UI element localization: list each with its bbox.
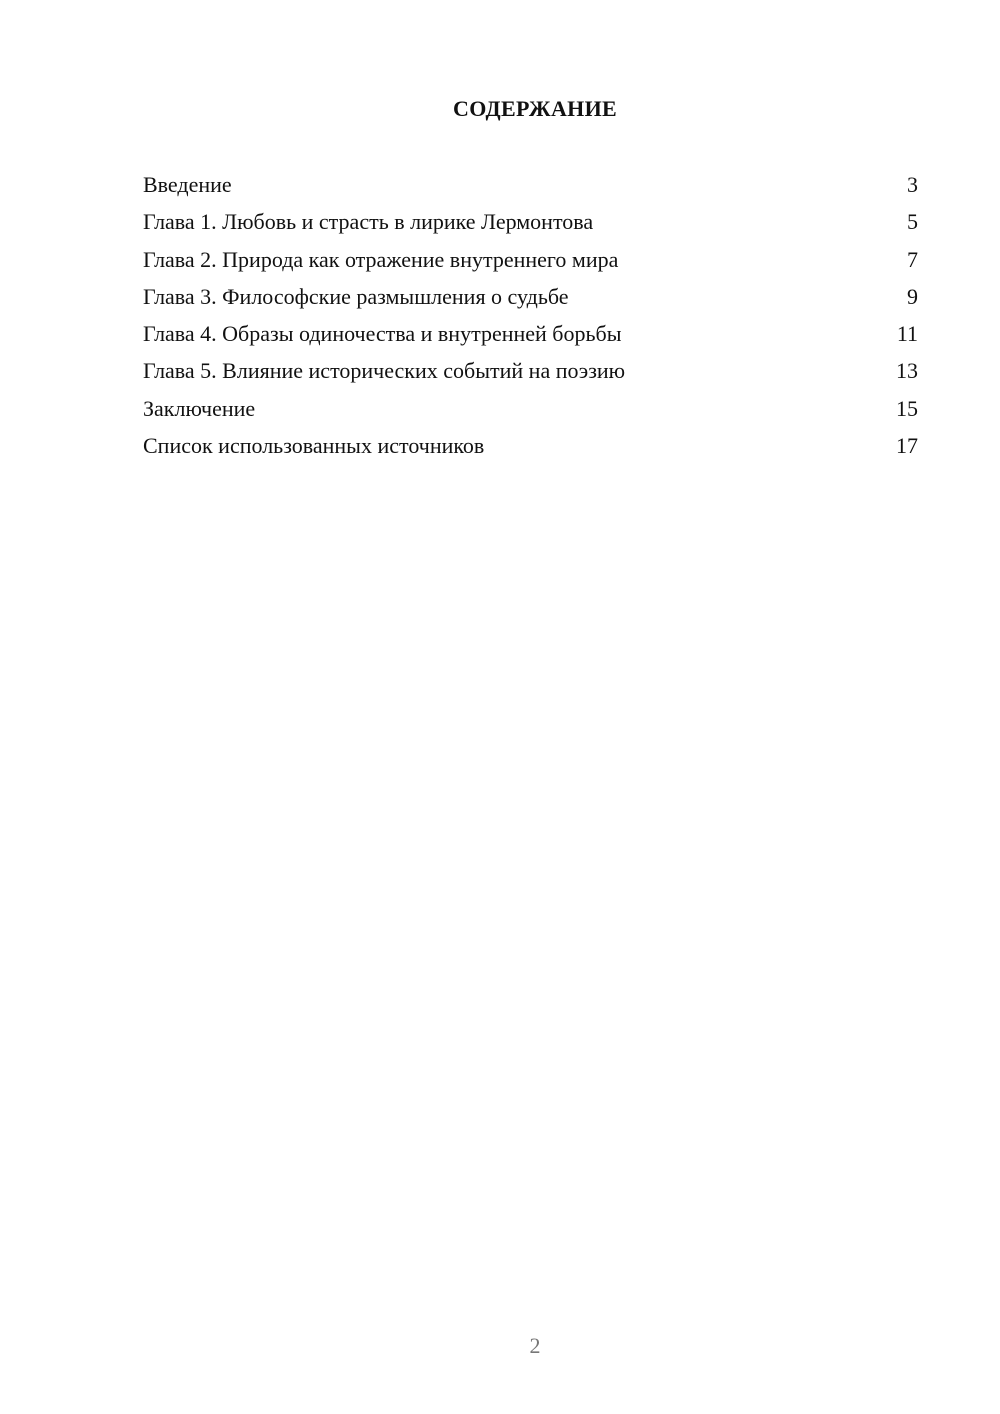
- toc-entry-chapter-1: [143, 207, 918, 244]
- toc-entry-conclusion: [143, 394, 918, 431]
- toc-entry-introduction: [143, 170, 918, 207]
- toc-entry-page: 11: [896, 321, 918, 347]
- toc-entry-page: 17: [896, 433, 918, 459]
- toc-entry-label: Список использованных источников: [143, 433, 485, 459]
- page-title: СОДЕРЖАНИЕ: [453, 96, 617, 121]
- toc-entry-chapter-4: [143, 319, 918, 356]
- toc-entry-page: 9: [907, 283, 918, 309]
- toc-entry-label: Глава 4. Образы одиночества и внутренней борьбы: [143, 321, 622, 347]
- toc-entry-label: Глава 1. Любовь и страсть в лирике Лермонтова: [143, 209, 594, 235]
- toc-entry-label: Глава 5. Влияние исторических событий на поэзию: [143, 358, 626, 384]
- toc-entry-label: Глава 2. Природа как отражение внутреннего мира: [143, 246, 619, 272]
- table-of-contents: [143, 170, 918, 468]
- page-number: 2: [529, 1333, 541, 1358]
- toc-entry-page: 13: [896, 358, 918, 384]
- toc-entry-references: [143, 431, 918, 468]
- toc-entry-page: 15: [896, 395, 918, 421]
- toc-entry-chapter-2: [143, 245, 918, 282]
- toc-entry-page: 5: [907, 209, 918, 235]
- toc-entry-chapter-5: [143, 356, 918, 393]
- toc-entry-chapter-3: [143, 282, 918, 319]
- toc-entry-label: Введение: [143, 172, 232, 197]
- toc-entry-label: Заключение: [143, 395, 256, 421]
- toc-entry-page: 7: [907, 246, 918, 272]
- toc-entry-label: Глава 3. Философские размышления о судьбе: [143, 283, 569, 309]
- toc-entry-page: 3: [907, 172, 918, 197]
